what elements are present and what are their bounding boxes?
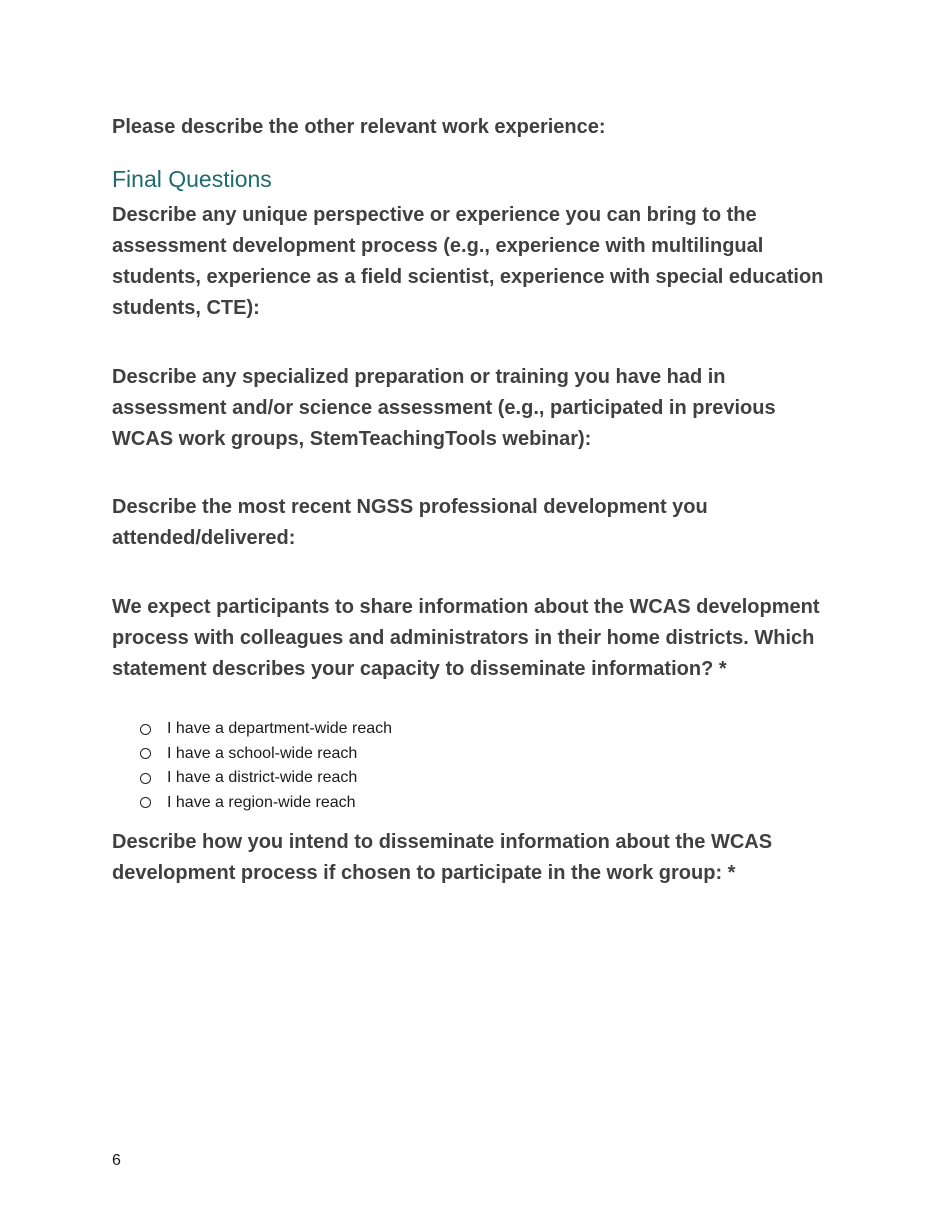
radio-button-icon[interactable] bbox=[140, 724, 151, 735]
reach-option-label: I have a region-wide reach bbox=[167, 793, 356, 811]
reach-option-district[interactable] bbox=[140, 766, 392, 791]
section-heading-final-questions: Final Questions bbox=[112, 166, 272, 192]
document-page bbox=[112, 0, 842, 1230]
question-unique-perspective: Describe any unique perspective or experience you can bring to the assessment development process (e.g., experience with multilingual students, experience as a field scientist, experience with special education students, CTE): bbox=[112, 204, 824, 319]
question-dissemination-capacity: We expect participants to share information about the WCAS development process with colleagues and administrators in their home districts. Which statement describes your capacity to disseminate information? * bbox=[112, 596, 820, 680]
reach-option-school[interactable] bbox=[140, 742, 392, 767]
reach-options-list bbox=[140, 717, 392, 815]
reach-option-department[interactable] bbox=[140, 717, 392, 742]
reach-option-region[interactable] bbox=[140, 791, 392, 816]
radio-button-icon[interactable] bbox=[140, 773, 151, 784]
reach-option-label: I have a department-wide reach bbox=[167, 720, 393, 738]
question-recent-ngss-pd: Describe the most recent NGSS professional development you attended/delivered: bbox=[112, 496, 708, 549]
reach-option-label: I have a school-wide reach bbox=[167, 744, 358, 762]
question-specialized-preparation: Describe any specialized preparation or training you have had in assessment and/or science assessment (e.g., participated in previous WCAS work groups, StemTeachingTools webinar): bbox=[112, 366, 776, 450]
radio-button-icon[interactable] bbox=[140, 748, 151, 759]
reach-option-label: I have a district-wide reach bbox=[167, 769, 358, 787]
page-number: 6 bbox=[112, 1152, 121, 1169]
radio-button-icon[interactable] bbox=[140, 797, 151, 808]
question-other-work-experience: Please describe the other relevant work experience: bbox=[112, 116, 606, 138]
question-dissemination-plan: Describe how you intend to disseminate information about the WCAS development process if chosen to participate in the work group: * bbox=[112, 831, 773, 884]
